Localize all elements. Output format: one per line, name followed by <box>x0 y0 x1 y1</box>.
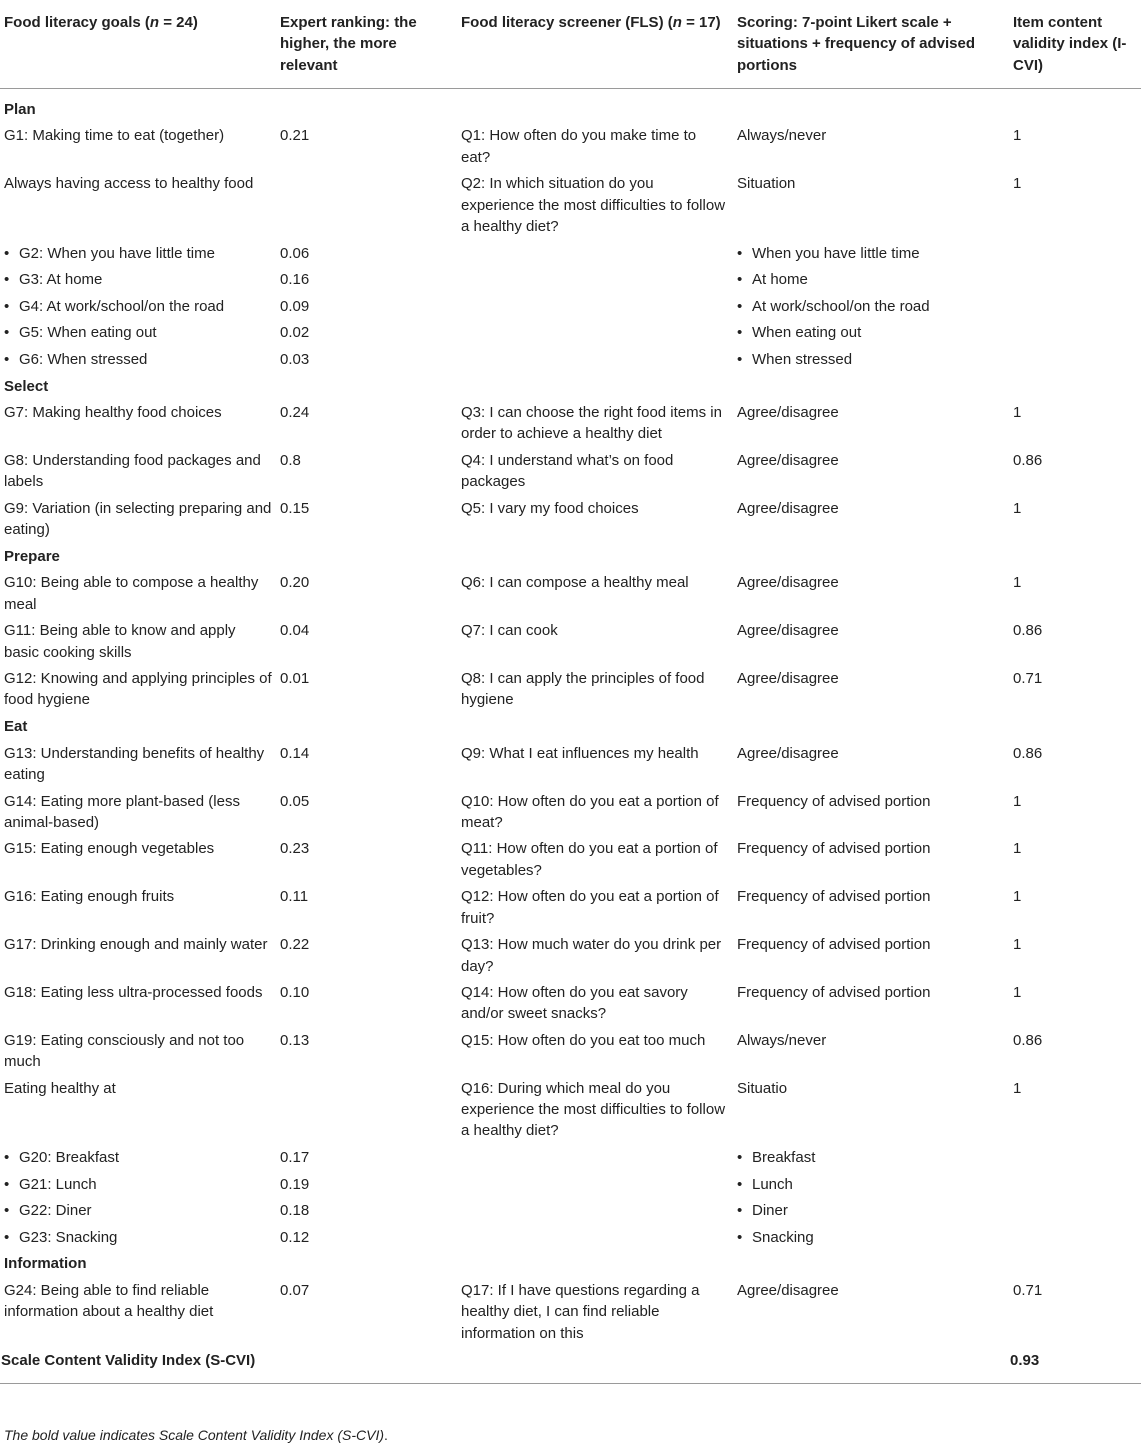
goal-cell: G12: Knowing and applying principles of food hygiene <box>4 670 272 709</box>
scoring-cell: Frequency of advised portion <box>737 840 931 858</box>
bullet-text: G6: When stressed <box>19 350 148 368</box>
goal-cell: G17: Drinking enough and mainly water <box>4 936 268 954</box>
icvi-cell: 1 <box>1013 175 1022 193</box>
bullet-dot: • <box>4 1228 10 1246</box>
icvi-cell <box>1009 322 1141 349</box>
rank-cell: 0.01 <box>280 670 310 688</box>
scoring-cell: Agree/disagree <box>737 1282 839 1300</box>
question-cell: Q17: If I have questions regarding a healthy diet, I can find reliable information on this <box>461 1282 700 1342</box>
rank-cell: 0.18 <box>280 1202 310 1220</box>
rank-cell: 0.23 <box>280 840 310 858</box>
scoring-cell: Agree/disagree <box>737 404 839 422</box>
bullet-item <box>737 243 1005 264</box>
goal-cell: G14: Eating more plant-based (less animal-based) <box>4 792 240 831</box>
bullet-text: G20: Breakfast <box>19 1149 120 1167</box>
bullet-dot: • <box>4 1175 10 1193</box>
rank-cell: 0.04 <box>280 622 310 640</box>
section-row <box>0 1253 1141 1280</box>
table-row <box>0 572 1141 620</box>
bullet-item <box>737 349 1005 370</box>
goal-cell: G1: Making time to eat (together) <box>4 127 225 145</box>
table-row <box>0 838 1141 886</box>
section-row <box>0 376 1141 403</box>
goal-cell: G8: Understanding food packages and labels <box>4 452 261 491</box>
scoring-cell: Always/never <box>737 1032 827 1049</box>
bullet-item <box>4 269 272 290</box>
header-icvi: Item content validity index (I-CVI) <box>1009 4 1141 88</box>
goal-cell: G16: Eating enough fruits <box>4 888 175 906</box>
bullet-item <box>4 349 272 370</box>
section-label: Select <box>4 377 49 395</box>
table-row <box>0 982 1141 1030</box>
scoring-cell <box>733 1174 1009 1201</box>
icvi-cell: 0.86 <box>1013 744 1043 762</box>
table-row-bullet <box>0 269 1141 296</box>
bullet-item <box>737 1200 1005 1221</box>
rank-cell: 0.07 <box>280 1282 310 1300</box>
icvi-cell: 1 <box>1013 840 1022 858</box>
table-row-bullet <box>0 1147 1141 1174</box>
question-cell: Q15: How often do you eat too much <box>461 1032 706 1049</box>
bullet-item <box>737 322 1005 343</box>
question-cell: Q14: How often do you eat savory and/or sweet snacks? <box>461 984 688 1023</box>
food-literacy-table <box>0 4 1141 1384</box>
bullet-dot: • <box>737 1202 743 1220</box>
bullet-text: At home <box>752 271 808 289</box>
icvi-cell: 0.71 <box>1013 1282 1043 1300</box>
bullet-text: G4: At work/school/on the road <box>19 297 225 315</box>
scoring-cell: Agree/disagree <box>737 744 839 762</box>
table-row <box>0 1078 1141 1147</box>
table-row <box>0 620 1141 668</box>
bullet-dot: • <box>4 1202 10 1220</box>
question-cell <box>457 322 733 349</box>
bullet-item <box>4 243 272 264</box>
icvi-cell: 0.86 <box>1013 1032 1043 1049</box>
scoring-cell: Agree/disagree <box>737 670 839 688</box>
scoring-cell: Agree/disagree <box>737 574 839 592</box>
rank-cell <box>276 173 457 242</box>
goal-cell: G15: Eating enough vegetables <box>4 840 215 858</box>
table-footnote: The bold value indicates Scale Content Validity Index (S-CVI). <box>4 1427 388 1443</box>
bullet-item <box>737 1174 1005 1195</box>
bullet-text: G3: At home <box>19 271 103 289</box>
table-body <box>0 88 1141 1349</box>
scoring-cell: Frequency of advised portion <box>737 792 931 810</box>
header-expert-ranking: Expert ranking: the higher, the more relevant <box>276 4 457 88</box>
rank-cell: 0.17 <box>280 1149 310 1167</box>
goal-cell: G11: Being able to know and apply basic cooking skills <box>4 622 236 661</box>
question-cell: Q1: How often do you make time to eat? <box>461 127 697 166</box>
table-row <box>0 886 1141 934</box>
icvi-cell: 1 <box>1013 792 1022 810</box>
bullet-text: Lunch <box>752 1175 793 1193</box>
question-cell: Q16: During which meal do you experience the most difficulties to follow a healthy diet? <box>461 1079 726 1140</box>
goal-cell: G18: Eating less ultra-processed foods <box>4 984 263 1002</box>
scoring-cell <box>733 1227 1009 1254</box>
bullet-item <box>4 1227 272 1248</box>
bullet-text: Breakfast <box>752 1149 816 1167</box>
scvi-label: Scale Content Validity Index (S-CVI) <box>0 1349 1009 1383</box>
header-goals: Food literacy goals (n = 24) <box>0 4 276 88</box>
rank-cell: 0.21 <box>280 127 310 145</box>
icvi-cell <box>1009 243 1141 270</box>
table-row-bullet <box>0 1227 1141 1254</box>
question-cell: Q13: How much water do you drink per day? <box>461 936 722 975</box>
table-row <box>0 743 1141 791</box>
scoring-cell: Agree/disagree <box>737 499 839 517</box>
bullet-item <box>737 1227 1005 1248</box>
icvi-cell: 0.71 <box>1013 670 1043 688</box>
goal-cell: G7: Making healthy food choices <box>4 404 222 422</box>
bullet-dot: • <box>737 297 743 315</box>
scvi-value: 0.93 <box>1009 1349 1141 1383</box>
scoring-cell: Always/never <box>737 127 827 145</box>
question-cell <box>457 1174 733 1201</box>
goal-cell: G9: Variation (in selecting preparing and eating) <box>4 499 272 539</box>
icvi-cell <box>1009 269 1141 296</box>
scoring-cell: Agree/disagree <box>737 622 839 640</box>
rank-cell: 0.09 <box>280 297 310 315</box>
rank-cell: 0.20 <box>280 574 310 592</box>
rank-cell: 0.15 <box>280 499 310 517</box>
section-row <box>0 88 1141 125</box>
icvi-cell <box>1009 1227 1141 1254</box>
rank-cell: 0.11 <box>280 888 309 906</box>
rank-cell: 0.06 <box>280 244 310 262</box>
bullet-text: When eating out <box>752 324 862 342</box>
bullet-item <box>4 1147 272 1168</box>
table-row-bullet <box>0 322 1141 349</box>
bullet-dot: • <box>737 324 743 342</box>
question-cell: Q11: How often do you eat a portion of vegetables? <box>461 840 718 879</box>
bullet-text: G5: When eating out <box>19 324 157 342</box>
icvi-cell: 1 <box>1013 404 1022 422</box>
goal-cell: G10: Being able to compose a healthy meal <box>4 574 259 613</box>
icvi-cell: 1 <box>1013 936 1022 954</box>
bullet-item <box>4 322 272 343</box>
bullet-item <box>4 1174 272 1195</box>
question-cell: Q7: I can cook <box>461 622 558 640</box>
question-cell <box>457 1147 733 1174</box>
scoring-cell <box>733 1147 1009 1174</box>
table-row <box>0 450 1141 498</box>
goal-cell <box>0 1200 276 1227</box>
bullet-dot: • <box>4 244 10 262</box>
table-row <box>0 668 1141 716</box>
table-row-bullet <box>0 296 1141 323</box>
bullet-dot: • <box>4 1149 10 1167</box>
bullet-text: When stressed <box>752 350 853 368</box>
table-row <box>0 934 1141 982</box>
icvi-cell <box>1009 296 1141 323</box>
bullet-dot: • <box>4 350 10 368</box>
scoring-cell: Frequency of advised portion <box>737 936 931 954</box>
question-cell <box>457 1227 733 1254</box>
section-label: Prepare <box>4 547 60 565</box>
icvi-cell: 1 <box>1013 499 1022 517</box>
section-label: Information <box>4 1255 87 1273</box>
table-row-bullet <box>0 1200 1141 1227</box>
bullet-dot: • <box>737 244 743 262</box>
bullet-item <box>737 269 1005 290</box>
bullet-dot: • <box>737 350 743 368</box>
header-screener: Food literacy screener (FLS) (n = 17) <box>457 4 733 88</box>
goal-cell: G19: Eating consciously and not too much <box>4 1032 245 1071</box>
bullet-dot: • <box>737 271 743 289</box>
rank-cell: 0.16 <box>280 271 310 289</box>
goal-cell <box>0 1147 276 1174</box>
scoring-cell: Frequency of advised portion <box>737 888 931 906</box>
goal-cell <box>0 269 276 296</box>
icvi-cell: 1 <box>1013 127 1022 145</box>
rank-cell: 0.12 <box>280 1228 310 1246</box>
scoring-cell: Situatio <box>737 1079 788 1097</box>
bullet-dot: • <box>4 297 10 315</box>
bullet-text: At work/school/on the road <box>752 297 930 315</box>
bullet-text: G23: Snacking <box>19 1228 118 1246</box>
rank-cell: 0.03 <box>280 350 310 368</box>
scoring-cell <box>733 322 1009 349</box>
rank-cell: 0.24 <box>280 404 310 422</box>
scvi-row <box>0 1349 1141 1383</box>
question-cell: Q10: How often do you eat a portion of meat? <box>461 792 719 831</box>
bullet-text: G21: Lunch <box>19 1175 97 1193</box>
question-cell <box>457 269 733 296</box>
table-row <box>0 1030 1141 1078</box>
icvi-cell: 1 <box>1013 888 1022 906</box>
question-cell: Q12: How often do you eat a portion of fruit? <box>461 888 719 927</box>
goal-cell <box>0 296 276 323</box>
table-row <box>0 498 1141 546</box>
question-cell <box>457 243 733 270</box>
scoring-cell <box>733 296 1009 323</box>
rank-cell: 0.05 <box>280 792 310 810</box>
question-cell <box>457 349 733 376</box>
scoring-cell <box>733 1200 1009 1227</box>
rank-cell: 0.13 <box>280 1032 310 1049</box>
bullet-item <box>737 1147 1005 1168</box>
table-row-bullet <box>0 243 1141 270</box>
scoring-cell <box>733 349 1009 376</box>
section-label: Plan <box>4 100 36 118</box>
bullet-text: G22: Diner <box>19 1202 92 1220</box>
icvi-cell: 1 <box>1013 1079 1022 1097</box>
bullet-text: G2: When you have little time <box>19 244 215 262</box>
rank-cell: 0.02 <box>280 324 310 342</box>
question-cell: Q8: I can apply the principles of food hygiene <box>461 670 705 709</box>
rank-cell: 0.22 <box>280 936 310 954</box>
bullet-text: When you have little time <box>752 244 920 262</box>
question-cell: Q2: In which situation do you experience the most difficulties to follow a healthy diet? <box>461 175 726 235</box>
table-row <box>0 125 1141 173</box>
question-cell: Q5: I vary my food choices <box>461 499 639 517</box>
bullet-item <box>4 1200 272 1221</box>
icvi-cell <box>1009 1200 1141 1227</box>
table-row <box>0 402 1141 450</box>
icvi-cell: 1 <box>1013 984 1022 1002</box>
section-label: Eat <box>4 718 28 736</box>
question-cell: Q9: What I eat influences my health <box>461 744 699 762</box>
bullet-dot: • <box>737 1228 743 1246</box>
goal-cell <box>0 322 276 349</box>
bullet-text: Snacking <box>752 1228 814 1246</box>
scoring-cell <box>733 243 1009 270</box>
scoring-cell: Agree/disagree <box>737 452 839 470</box>
goal-cell: Always having access to healthy food <box>4 175 254 193</box>
table-row <box>0 173 1141 242</box>
bullet-item <box>737 296 1005 317</box>
bullet-dot: • <box>4 324 10 342</box>
icvi-cell <box>1009 1174 1141 1201</box>
table-row-bullet <box>0 349 1141 376</box>
bullet-item <box>4 296 272 317</box>
goal-cell: G24: Being able to find reliable information about a healthy diet <box>4 1282 214 1321</box>
goal-cell: Eating healthy at <box>4 1079 116 1097</box>
icvi-cell <box>1009 1147 1141 1174</box>
table-row <box>0 791 1141 839</box>
goal-cell <box>0 349 276 376</box>
header-scoring: Scoring: 7-point Likert scale + situations + frequency of advised portions <box>733 4 1009 88</box>
scoring-cell: Situation <box>737 175 796 193</box>
bullet-dot: • <box>737 1149 743 1167</box>
table-header-row <box>0 4 1141 88</box>
goal-cell: G13: Understanding benefits of healthy eating <box>4 744 265 783</box>
question-cell: Q6: I can compose a healthy meal <box>461 574 689 592</box>
rank-cell: 0.10 <box>280 984 310 1002</box>
icvi-cell <box>1009 349 1141 376</box>
table-row <box>0 1280 1141 1349</box>
icvi-cell: 1 <box>1013 574 1022 592</box>
question-cell: Q3: I can choose the right food items in order to achieve a healthy diet <box>461 404 722 443</box>
goal-cell <box>0 1174 276 1201</box>
bullet-text: Diner <box>752 1202 788 1220</box>
section-row <box>0 716 1141 743</box>
scoring-cell: Frequency of advised portion <box>737 984 931 1002</box>
icvi-cell: 0.86 <box>1013 452 1043 470</box>
goal-cell <box>0 243 276 270</box>
section-row <box>0 546 1141 573</box>
scoring-cell <box>733 269 1009 296</box>
bullet-dot: • <box>4 271 10 289</box>
icvi-cell: 0.86 <box>1013 622 1043 640</box>
rank-cell <box>276 1078 457 1147</box>
bullet-dot: • <box>737 1175 743 1193</box>
rank-cell: 0.8 <box>280 452 301 470</box>
rank-cell: 0.19 <box>280 1175 310 1193</box>
question-cell: Q4: I understand what’s on food packages <box>461 452 674 491</box>
rank-cell: 0.14 <box>280 744 310 762</box>
goal-cell <box>0 1227 276 1254</box>
table-row-bullet <box>0 1174 1141 1201</box>
question-cell <box>457 296 733 323</box>
question-cell <box>457 1200 733 1227</box>
